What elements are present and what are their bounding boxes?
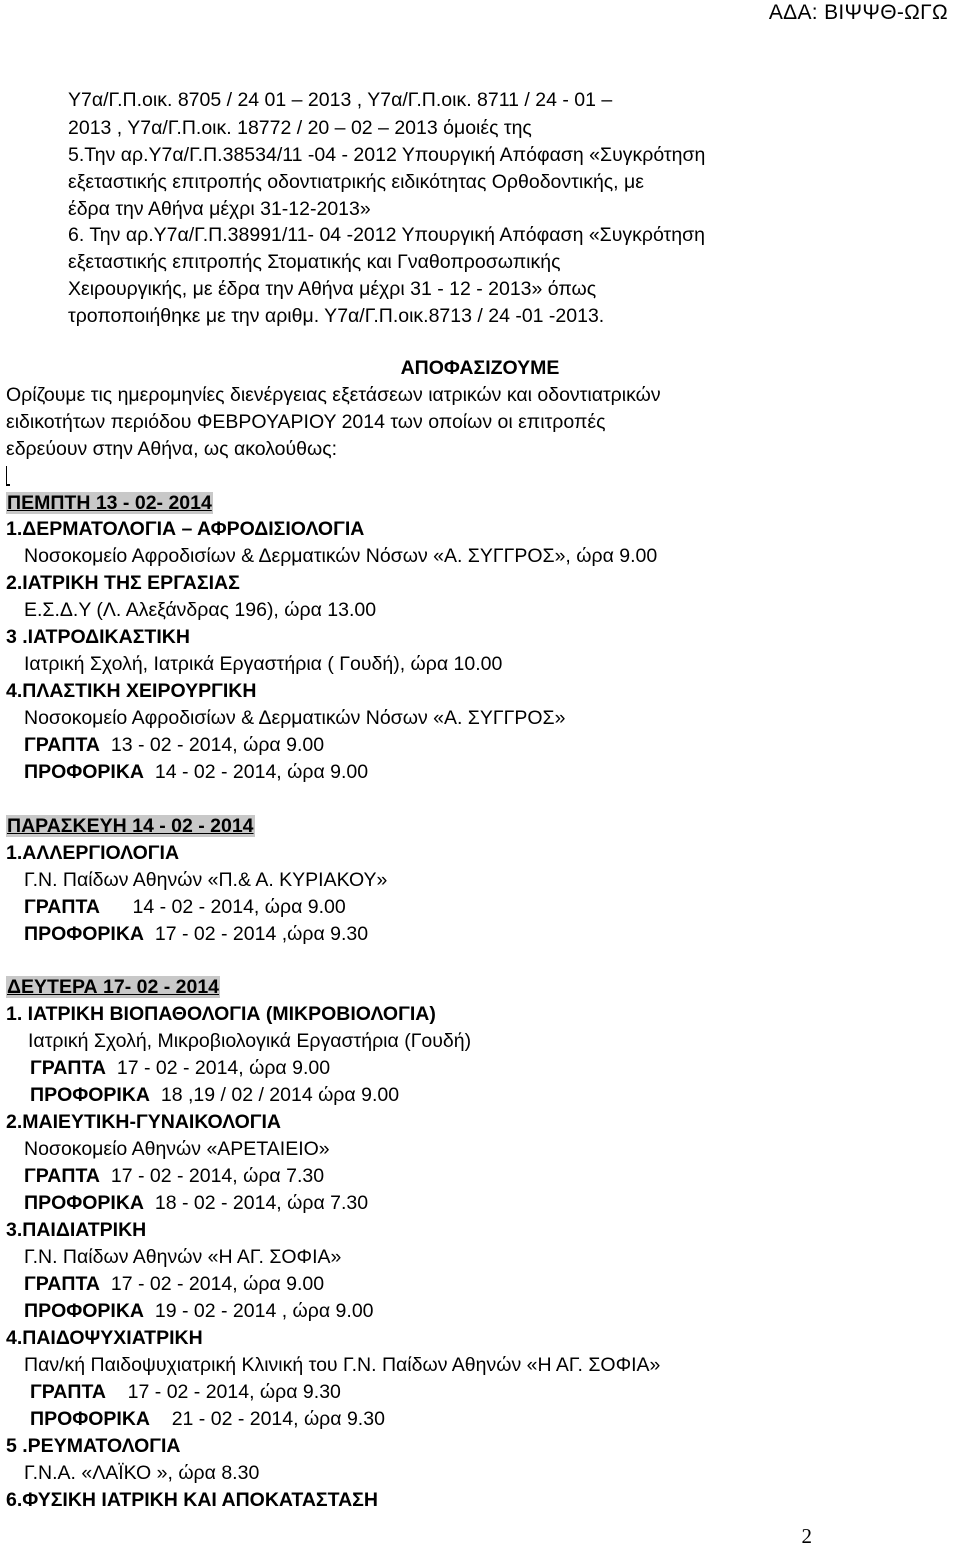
written-label: ΓΡΑΠΤΑ [24, 734, 100, 756]
oral-label: ΠΡΟΦΟΡΙΚΑ [24, 761, 145, 783]
oral-date: 18 - 02 - 2014, ώρα 7.30 [154, 1192, 369, 1214]
monday-item-3-written [24, 1272, 324, 1296]
thursday-item-1-title: 1.ΔΕΡΜΑΤΟΛΟΓΙΑ – ΑΦΡΟΔΙΣΙΟΛΟΓΙΑ [6, 518, 365, 540]
thursday-item-3-place: Ιατρική Σχολή, Ιατρικά Εργαστήρια ( Γουδή), ώρα 10.00 [24, 653, 503, 675]
ref-line-1: Υ7α/Γ.Π.οικ. 8705 / 24 01 – 2013 , Υ7α/Γ.Π.οικ. 8711 / 24 - 01 – [68, 89, 613, 111]
oral-label: ΠΡΟΦΟΡΙΚΑ [24, 923, 145, 945]
thursday-item-4-place: Νοσοκομείο Αφροδισίων & Δερματικών Νόσων «Α. ΣΥΓΓΡΟΣ» [24, 707, 566, 729]
section-marker [6, 466, 10, 486]
date-heading-friday-text: ΠΑΡΑΣΚΕΥΗ 14 - 02 - 2014 [7, 815, 254, 837]
oral-label: ΠΡΟΦΟΡΙΚΑ [30, 1084, 151, 1106]
monday-item-5-title: 5 .ΡΕΥΜΑΤΟΛΟΓΙΑ [6, 1435, 181, 1457]
oral-date: 19 - 02 - 2014 , ώρα 9.00 [154, 1300, 374, 1322]
oral-date: 21 - 02 - 2014, ώρα 9.30 [171, 1408, 385, 1430]
page-number: 2 [801, 1524, 812, 1548]
ref-item5-line-3: έδρα την Αθήνα μέχρι 31-12-2013» [68, 198, 371, 220]
decision-paragraph-line-2: ειδικοτήτων περιόδου ΦΕΒΡΟΥΑΡΙΟΥ 2014 των οποίων οι επιτροπές [6, 411, 606, 433]
ref-item5-line-1: 5.Την αρ.Υ7α/Γ.Π.38534/11 -04 - 2012 Υπουργική Απόφαση «Συγκρότηση [68, 144, 706, 166]
ref-item6-line-4: τροποποιήθηκε με την αριθμ. Υ7α/Γ.Π.οικ.8713 / 24 -01 -2013. [68, 305, 605, 327]
written-date: 17 - 02 - 2014, ώρα 9.00 [116, 1057, 331, 1079]
thursday-item-2-place: Ε.Σ.Δ.Υ (Λ. Αλεξάνδρας 196), ώρα 13.00 [24, 599, 377, 621]
friday-item-1-written [24, 895, 346, 919]
oral-date: 14 - 02 - 2014, ώρα 9.00 [154, 761, 369, 783]
monday-item-1-written [30, 1056, 330, 1080]
written-label: ΓΡΑΠΤΑ [24, 896, 100, 918]
date-heading-monday-text: ΔΕΥΤΕΡΑ 17- 02 - 2014 [7, 976, 220, 998]
ada-code: ΑΔΑ: ΒΙΨΨΘ-ΩΓΩ [768, 1, 948, 24]
date-heading-thursday-text: ΠΕΜΠΤΗ 13 - 02- 2014 [7, 492, 212, 514]
oral-date: 17 - 02 - 2014 ,ώρα 9.30 [154, 923, 369, 945]
ref-line-2: 2013 , Υ7α/Γ.Π.οικ. 18772 / 20 – 02 – 2013 όμοιές της [68, 117, 532, 139]
written-date: 13 - 02 - 2014, ώρα 9.00 [110, 734, 325, 756]
thursday-item-2-title: 2.ΙΑΤΡΙΚΗ ΤΗΣ ΕΡΓΑΣΙΑΣ [6, 572, 240, 594]
ref-item6-line-3: Χειρουργικής, με έδρα την Αθήνα μέχρι 31 - 12 - 2013» όπως [68, 278, 597, 300]
friday-item-1-title: 1.ΑΛΛΕΡΓΙΟΛΟΓΙΑ [6, 842, 180, 864]
decision-title: ΑΠΟΦΑΣΙΖΟΥΜΕ [400, 357, 560, 379]
monday-item-2-place: Νοσοκομείο Αθηνών «ΑΡΕΤΑΙΕΙΟ» [24, 1138, 330, 1160]
written-date: 17 - 02 - 2014, ώρα 7.30 [110, 1165, 325, 1187]
date-heading-monday [6, 975, 220, 999]
written-date: 17 - 02 - 2014, ώρα 9.30 [127, 1381, 341, 1403]
monday-item-1-oral [30, 1083, 399, 1107]
friday-item-1-oral [24, 922, 368, 946]
monday-item-2-title: 2.ΜΑΙΕΥΤΙΚΗ-ΓΥΝΑΙΚΟΛΟΓΙΑ [6, 1111, 282, 1133]
monday-item-2-oral [24, 1191, 368, 1215]
date-heading-friday [6, 814, 255, 838]
ref-item5-line-2: εξεταστικής επιτροπής οδοντιατρικής ειδικότητας Ορθοδοντικής, με [68, 171, 644, 193]
written-label: ΓΡΑΠΤΑ [24, 1165, 100, 1187]
monday-item-5-place: Γ.Ν.Α. «ΛΑΪΚΟ », ώρα 8.30 [24, 1462, 260, 1484]
thursday-item-1-place: Νοσοκομείο Αφροδισίων & Δερματικών Νόσων «Α. ΣΥΓΓΡΟΣ», ώρα 9.00 [24, 545, 658, 567]
monday-item-3-oral [24, 1299, 374, 1323]
monday-item-1-title: 1. ΙΑΤΡΙΚΗ ΒΙΟΠΑΘΟΛΟΓΙΑ (ΜΙΚΡΟΒΙΟΛΟΓΙΑ) [6, 1003, 436, 1025]
monday-item-4-oral [30, 1407, 385, 1431]
written-label: ΓΡΑΠΤΑ [30, 1381, 106, 1403]
oral-date: 18 ,19 / 02 / 2014 ώρα 9.00 [160, 1084, 400, 1106]
monday-item-1-place: Ιατρική Σχολή, Μικροβιολογικά Εργαστήρια (Γουδή) [28, 1030, 472, 1052]
oral-label: ΠΡΟΦΟΡΙΚΑ [30, 1408, 151, 1430]
written-date: 17 - 02 - 2014, ώρα 9.00 [110, 1273, 325, 1295]
date-heading-thursday [6, 491, 213, 515]
thursday-item-4-written [24, 733, 324, 757]
friday-item-1-place: Γ.Ν. Παίδων Αθηνών «Π.& Α. ΚΥΡΙΑΚΟΥ» [24, 869, 388, 891]
thursday-item-4-oral [24, 760, 368, 784]
decision-paragraph-line-3: εδρεύουν στην Αθήνα, ως ακολούθως: [6, 438, 338, 460]
monday-item-4-title: 4.ΠΑΙΔΟΨΥΧΙΑΤΡΙΚΗ [6, 1327, 203, 1349]
written-label: ΓΡΑΠΤΑ [24, 1273, 100, 1295]
written-label: ΓΡΑΠΤΑ [30, 1057, 106, 1079]
decision-paragraph-line-1: Ορίζουμε τις ημερομηνίες διενέργειας εξετάσεων ιατρικών και οδοντιατρικών [6, 384, 661, 406]
oral-label: ΠΡΟΦΟΡΙΚΑ [24, 1192, 145, 1214]
monday-item-6-title: 6.ΦΥΣΙΚΗ ΙΑΤΡΙΚΗ ΚΑΙ ΑΠΟΚΑΤΑΣΤΑΣΗ [6, 1489, 378, 1511]
monday-item-2-written [24, 1164, 324, 1188]
thursday-item-4-title: 4.ΠΛΑΣΤΙΚΗ ΧΕΙΡΟΥΡΓΙΚΗ [6, 680, 257, 702]
thursday-item-3-title: 3 .ΙΑΤΡΟΔΙΚΑΣΤΙΚΗ [6, 626, 190, 648]
monday-item-4-written [30, 1380, 341, 1404]
monday-item-3-title: 3.ΠΑΙΔΙΑΤΡΙΚΗ [6, 1219, 147, 1241]
oral-label: ΠΡΟΦΟΡΙΚΑ [24, 1300, 145, 1322]
monday-item-3-place: Γ.Ν. Παίδων Αθηνών «Η ΑΓ. ΣΟΦΙΑ» [24, 1246, 342, 1268]
ref-item6-line-2: εξεταστικής επιτροπής Στοματικής και Γναθοπροσωπικής [68, 251, 561, 273]
ref-item6-line-1: 6. Την αρ.Υ7α/Γ.Π.38991/11- 04 -2012 Υπουργική Απόφαση «Συγκρότηση [68, 224, 705, 246]
monday-item-4-place: Παν/κή Παιδοψυχιατρική Κλινική του Γ.Ν. Παίδων Αθηνών «Η ΑΓ. ΣΟΦΙΑ» [24, 1354, 661, 1376]
written-date: 14 - 02 - 2014, ώρα 9.00 [132, 896, 346, 918]
